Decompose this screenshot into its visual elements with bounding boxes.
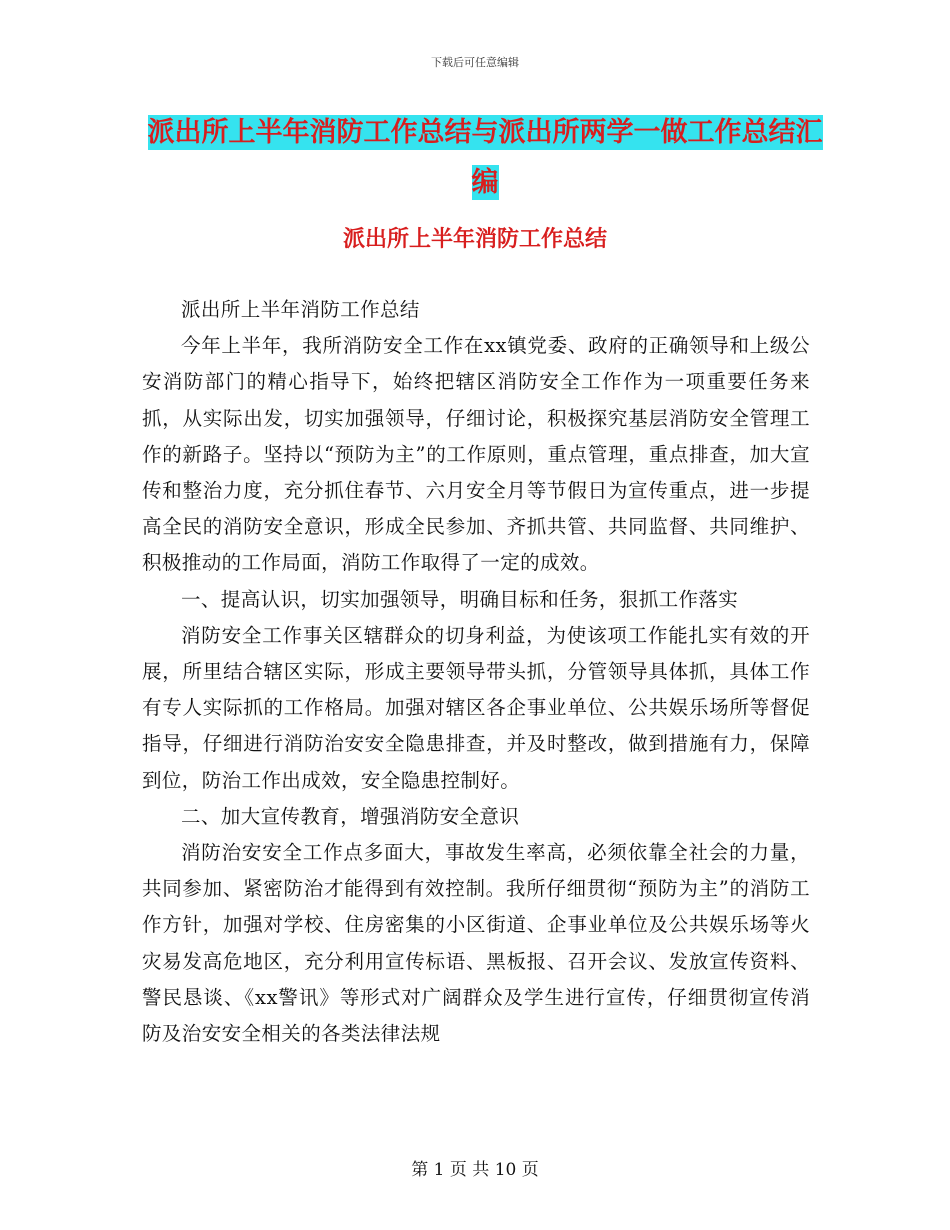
paragraph: 消防安全工作事关区辖群众的切身利益，为使该项工作能扎实有效的开展，所里结合辖区实际，形成主要领导带头抓，分管领导具体抓，具体工作有专人实际抓的工作格局。加强对辖区各企事业单位、公共娱乐场所等督促指导，仔细进行消防治安安全隐患排查，并及时整改，做到措施有力，保障到位，防治工作出成效，安全隐患控制好。 xyxy=(142,623,810,792)
document-title xyxy=(140,108,830,208)
section-title: 派出所上半年消防工作总结 xyxy=(342,227,607,252)
document-body xyxy=(142,292,810,1052)
page-footer: 第 1 页 共 10 页 xyxy=(411,1160,539,1180)
header-note: 下载后可任意编辑 xyxy=(431,56,519,69)
paragraph-heading: 二、加大宣传教育，增强消防安全意识 xyxy=(181,804,520,828)
paragraph-heading: 一、提高认识，切实加强领导，明确目标和任务，狠抓工作落实 xyxy=(181,587,739,611)
paragraph: 消防治安安全工作点多面大，事故发生率高，必须依靠全社会的力量，共同参加、紧密防治才能得到有效控制。我所仔细贯彻“预防为主”的消防工作方针，加强对学校、住房密集的小区街道、企事业单位及公共娱乐场等火灾易发高危地区，充分利用宣传标语、黑板报、召开会议、发放宣传资料、警民恳谈、《xx警讯》等形式对广阔群众及学生进行宣传，仔细贯彻宣传消防及治安安全相关的各类法律法规 xyxy=(142,841,810,1046)
paragraph: 今年上半年，我所消防安全工作在xx镇党委、政府的正确领导和上级公安消防部门的精心指导下，始终把辖区消防安全工作作为一项重要任务来抓，从实际出发，切实加强领导，仔细讨论，积极探究基层消防安全管理工作的新路子。坚持以“预防为主”的工作原则，重点管理，重点排查，加大宣传和整治力度，充分抓住春节、六月安全月等节假日为宣传重点，进一步提高全民的消防安全意识，形成全民参加、齐抓共管、共同监督、共同维护、积极推动的工作局面，消防工作取得了一定的成效。 xyxy=(142,334,810,575)
paragraph: 派出所上半年消防工作总结 xyxy=(181,298,420,321)
document-title-text: 派出所上半年消防工作总结与派出所两学一做工作总结汇编 xyxy=(147,117,823,198)
